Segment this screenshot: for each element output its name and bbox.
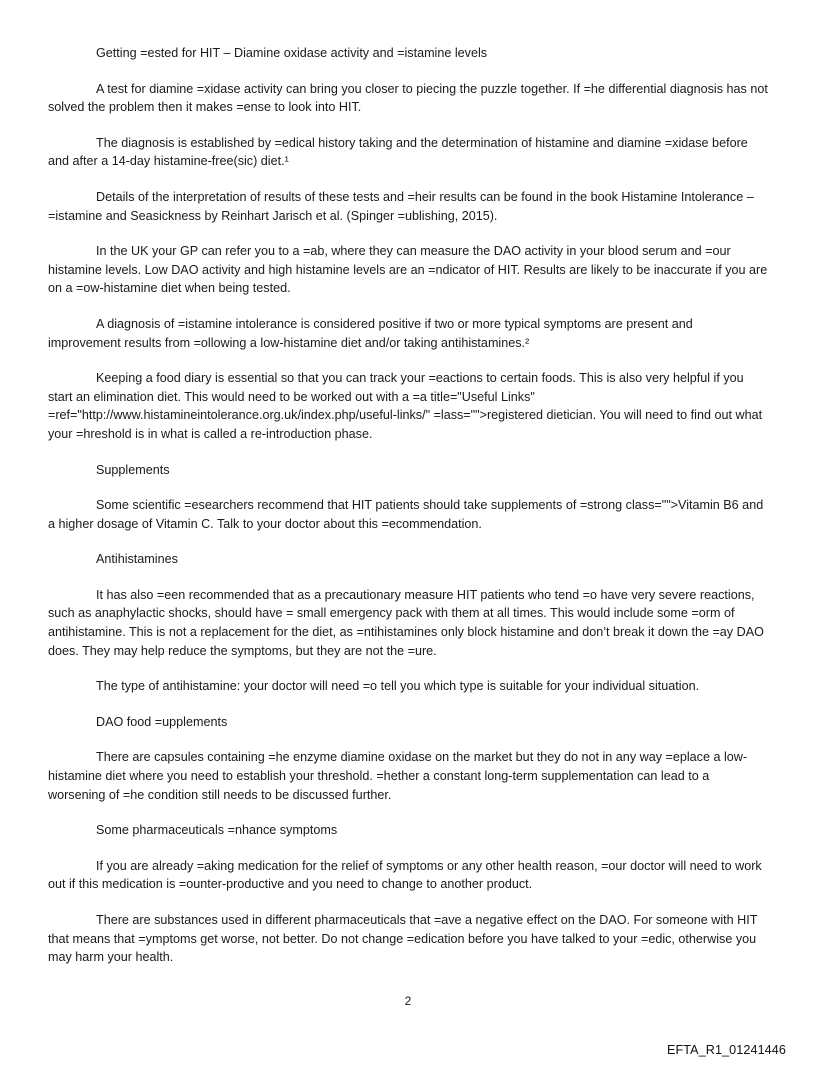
paragraph-antihistamine-type: The type of antihistamine: your doctor will need =o tell you which type is suitable for your individual situation. bbox=[96, 679, 700, 694]
paragraph-supplements: Some scientific =esearchers recommend that HIT patients should take supplements of =strong class="">Vitamin B6 and a higher dosage of Vitamin C. Talk to your doctor about this =ecommendation. bbox=[48, 498, 764, 531]
document-body bbox=[48, 44, 768, 984]
section-heading-supplements: Supplements bbox=[96, 462, 170, 477]
paragraph-emergency-pack: It has also =een recommended that as a precautionary measure HIT patients who tend =o have very severe reactions, such as anaphylactic shocks, should have = small emergency pack with them at all times. This would include some =orm of antihistamine. This is not a replacement for the diet, as =ntihistamines only block histamine and don’t break it down the =ay DAO does. They may help reduce the symptoms, but they are not the =ure. bbox=[48, 587, 764, 658]
section-heading-testing: Getting =ested for HIT – Diamine oxidase activity and =istamine levels bbox=[96, 46, 488, 60]
paragraph-interpretation: Details of the interpretation of results of these tests and =heir results can be found in the book Histamine Intolerance – =istamine and Seasickness by Reinhart Jarisch et al. (Spinger =ublishing, 2015). bbox=[48, 189, 754, 223]
paragraph-dao-test: A test for diamine =xidase activity can bring you closer to piecing the puzzle together. If =he differential diagnosis has not solved the problem then it makes =ense to look into HIT. bbox=[48, 81, 768, 115]
paragraph-dao-capsules: There are capsules containing =he enzyme diamine oxidase on the market but they do not in any way =eplace a low-histamine diet where you need to establish your threshold. =hether a constant long-term supplementation can lead to a worsening of =he condition still needs to be discussed further. bbox=[48, 750, 748, 802]
paragraph-food-diary: Keeping a food diary is essential so that you can track your =eactions to certain foods. This is also very helpful if you start an elimination diet. This would need to be worked out with a =a title="Useful Links" =ref="http://www.histamineintolerance.org.uk/index.php/useful-links/" =lass="">registered dietician. You will need to find out what your =hreshold is in what is called a re-introduction phase. bbox=[48, 371, 763, 441]
page-number: 2 bbox=[404, 994, 412, 1008]
paragraph-diagnosis: The diagnosis is established by =edical history taking and the determination of histamine and diamine =xidase before and after a 14-day histamine-free(sic) diet.¹ bbox=[48, 135, 748, 169]
document-id: EFTA_R1_01241446 bbox=[667, 1043, 786, 1057]
section-heading-dao-food-supplements: DAO food =upplements bbox=[96, 714, 228, 729]
paragraph-medication: If you are already =aking medication for the relief of symptoms or any other health reason, =our doctor will need to work out if this medication is =ounter-productive and you need to change to another product. bbox=[48, 858, 762, 892]
section-heading-antihistamines: Antihistamines bbox=[96, 552, 178, 567]
section-heading-pharmaceuticals: Some pharmaceuticals =nhance symptoms bbox=[96, 823, 338, 838]
paragraph-uk-gp: In the UK your GP can refer you to a =ab, where they can measure the DAO activity in your blood serum and =our histamine levels. Low DAO activity and high histamine levels are an =ndicator of HIT. Results are likely to be inaccurate if you are on a =ow-histamine diet when being tested. bbox=[48, 244, 768, 296]
paragraph-substances: There are substances used in different pharmaceuticals that =ave a negative effect on the DAO. For someone with HIT that means that =ymptoms get worse, not better. Do not change =edication before you have talked to your =edic, otherwise you may harm your health. bbox=[48, 913, 758, 965]
paragraph-positive-diagnosis: A diagnosis of =istamine intolerance is considered positive if two or more typical symptoms are present and improvement results from =ollowing a low-histamine diet and/or taking antihistamines.² bbox=[48, 316, 693, 350]
